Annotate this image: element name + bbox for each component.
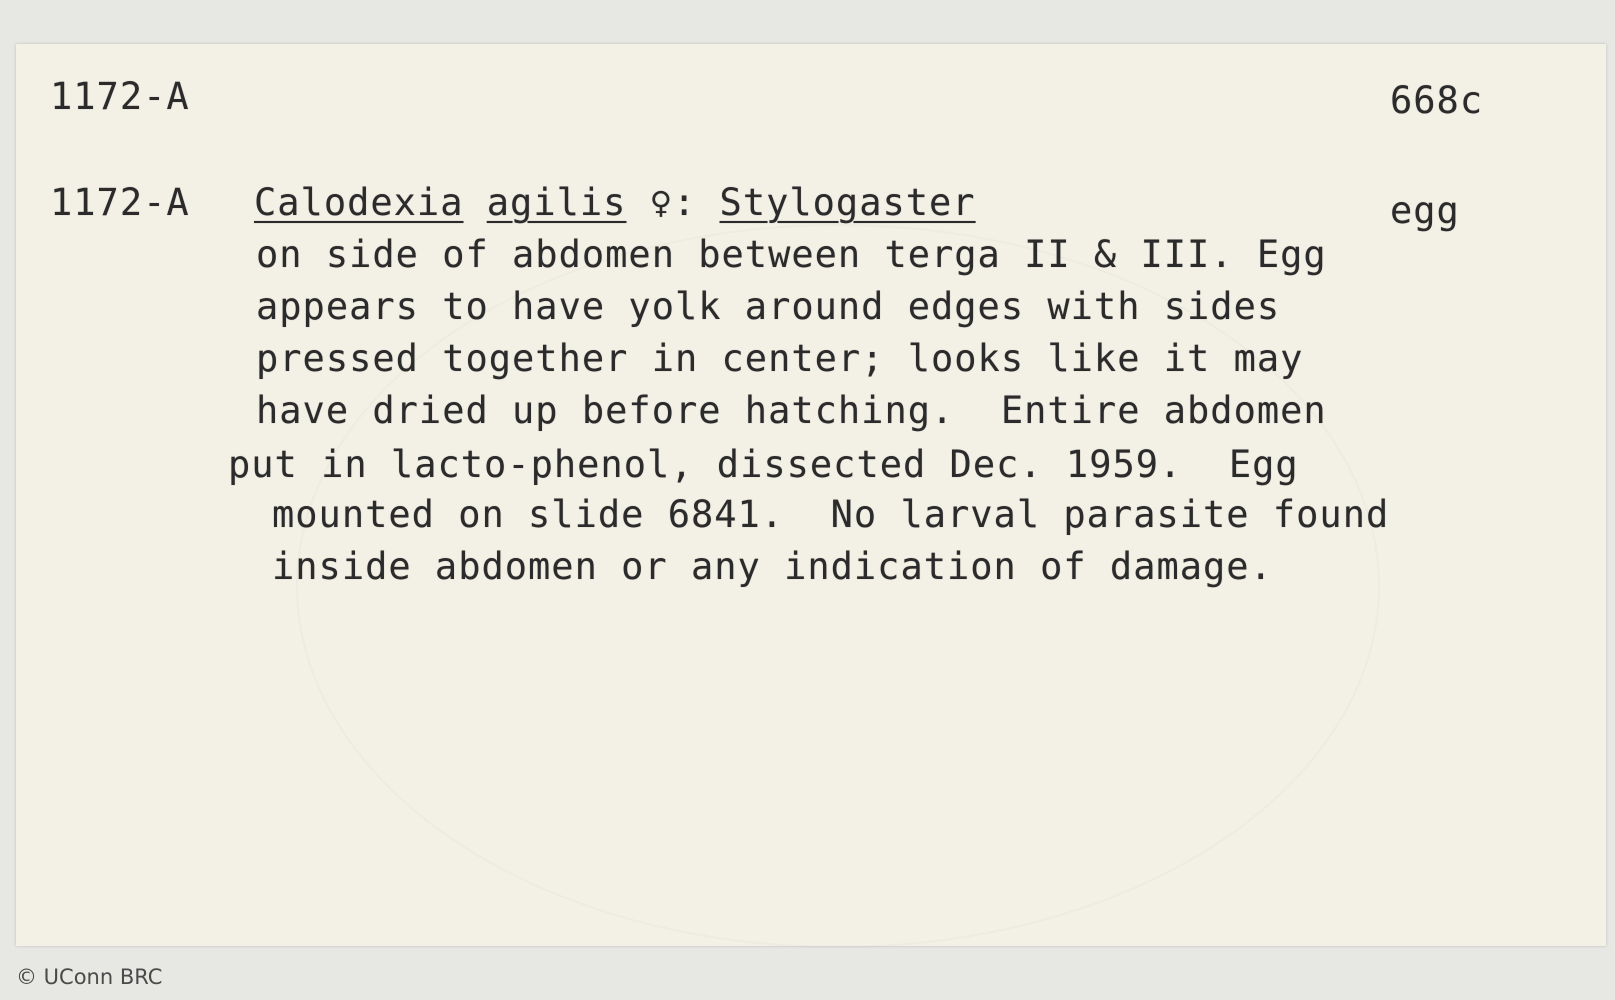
- body-line: put in lacto-phenol, dissected Dec. 1959. Egg: [228, 443, 1299, 486]
- species: agilis: [486, 181, 627, 224]
- body-line: inside abdomen or any indication of damage.: [272, 545, 1273, 588]
- body-line: have dried up before hatching. Entire abdomen: [256, 389, 1327, 432]
- host-genus: Stylogaster: [719, 181, 976, 224]
- body-line: mounted on slide 6841. No larval parasite found: [272, 493, 1390, 536]
- sex-symbol: ♀:: [649, 181, 697, 224]
- card-header-number: 668c: [1390, 79, 1484, 122]
- egg-word: egg: [1390, 189, 1460, 232]
- index-card: [16, 44, 1606, 946]
- copyright-notice: © UConn BRC: [16, 965, 163, 989]
- body-line: pressed together in center; looks like it may: [256, 337, 1304, 380]
- body-line: on side of abdomen between terga II & III. Egg: [256, 233, 1327, 276]
- genus: Calodexia: [254, 181, 464, 224]
- entry-id: 1172-A: [50, 181, 190, 224]
- entry-title: [254, 181, 976, 224]
- body-line: appears to have yolk around edges with sides: [256, 285, 1281, 328]
- card-header-id: 1172-A: [50, 75, 190, 118]
